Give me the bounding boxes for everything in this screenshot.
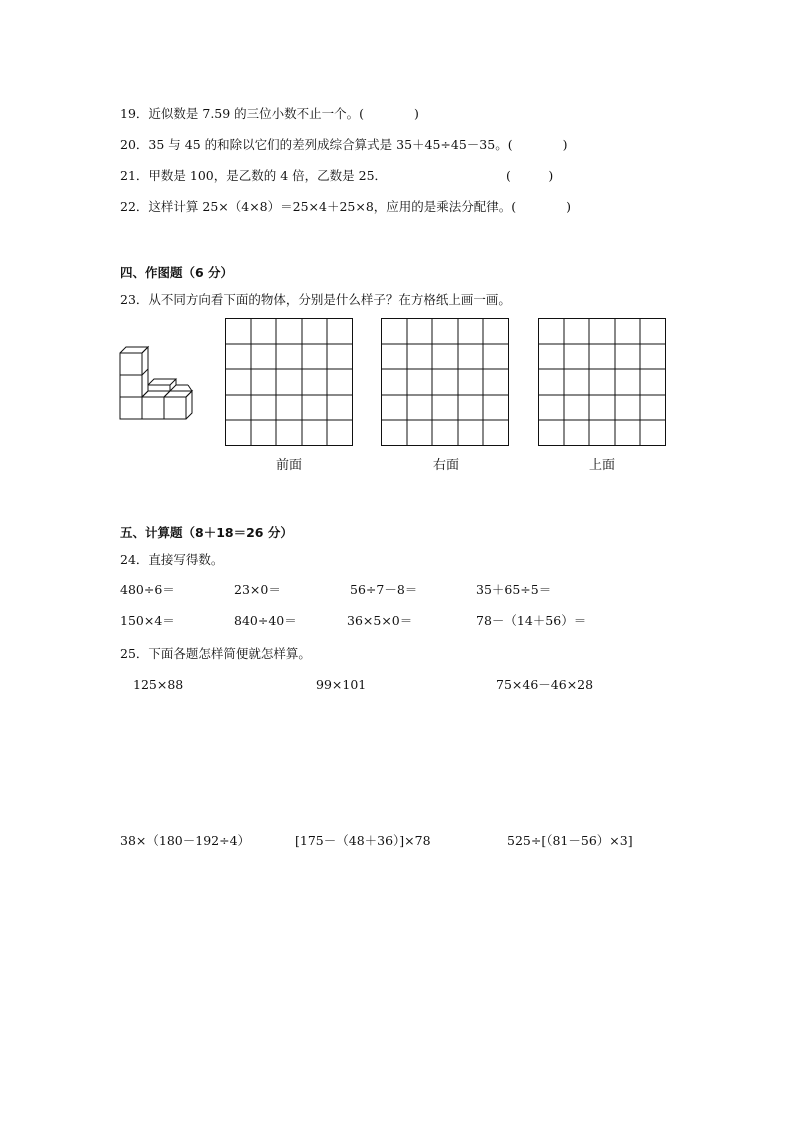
- mixed-calc-item: [175－（48＋36）]×78: [295, 833, 431, 848]
- cube-side-face: [186, 391, 192, 419]
- question-23: 23．从不同方向看下面的物体，分别是什么样子？在方格纸上画一画。: [120, 292, 511, 307]
- oral-calc-item: 23×0＝: [234, 582, 281, 597]
- cube-front-face: [142, 397, 164, 419]
- grid-top-view[interactable]: [538, 318, 668, 448]
- question-21-answer-blank[interactable]: ( ): [506, 168, 554, 183]
- cube-front-face: [120, 375, 142, 397]
- oral-calc-item: 480÷6＝: [120, 582, 175, 597]
- cube-front-face: [164, 397, 186, 419]
- label-right: 右面: [433, 458, 460, 473]
- cube-top-face: [164, 391, 192, 397]
- oral-calc-item: 56÷7－8＝: [350, 582, 418, 597]
- mixed-calc-item: 525÷[（81－56）×3]: [507, 833, 633, 848]
- oral-calc-item: 840÷40＝: [234, 613, 297, 628]
- cube-front-face: [120, 353, 142, 375]
- question-20: 20．35 与 45 的和除以它们的差列成综合算式是 35＋45÷45－35。( ): [120, 137, 568, 152]
- question-25: 25．下面各题怎样简便就怎样算。: [120, 646, 311, 661]
- cube-stack-figure: [118, 345, 198, 421]
- question-21: 21．甲数是 100，是乙数的 4 倍，乙数是 25．: [120, 168, 388, 183]
- oral-calc-item: 150×4＝: [120, 613, 175, 628]
- question-22: 22．这样计算 25×（4×8）＝25×4＋25×8，应用的是乘法分配律。( ): [120, 199, 572, 214]
- label-top: 上面: [589, 458, 616, 473]
- mixed-calc-item: 38×（180－192÷4）: [120, 833, 251, 848]
- oral-calc-item: 78－（14＋56）＝: [476, 613, 587, 628]
- question-19: 19．近似数是 7.59 的三位小数不止一个。( ): [120, 106, 419, 121]
- grid-front-view[interactable]: [225, 318, 355, 448]
- section-5-heading: 五、计算题（8＋18＝26 分）: [120, 525, 293, 540]
- question-24: 24．直接写得数。: [120, 552, 224, 567]
- label-front: 前面: [276, 458, 303, 473]
- grid-right-view[interactable]: [381, 318, 511, 448]
- cube-top-face: [120, 347, 148, 353]
- simple-calc-item: 75×46－46×28: [496, 677, 594, 692]
- simple-calc-item: 125×88: [133, 677, 184, 692]
- section-4-heading: 四、作图题（6 分）: [120, 265, 234, 280]
- simple-calc-item: 99×101: [316, 677, 367, 692]
- oral-calc-item: 35＋65÷5＝: [476, 582, 552, 597]
- oral-calc-item: 36×5×0＝: [347, 613, 413, 628]
- cube-front-face: [120, 397, 142, 419]
